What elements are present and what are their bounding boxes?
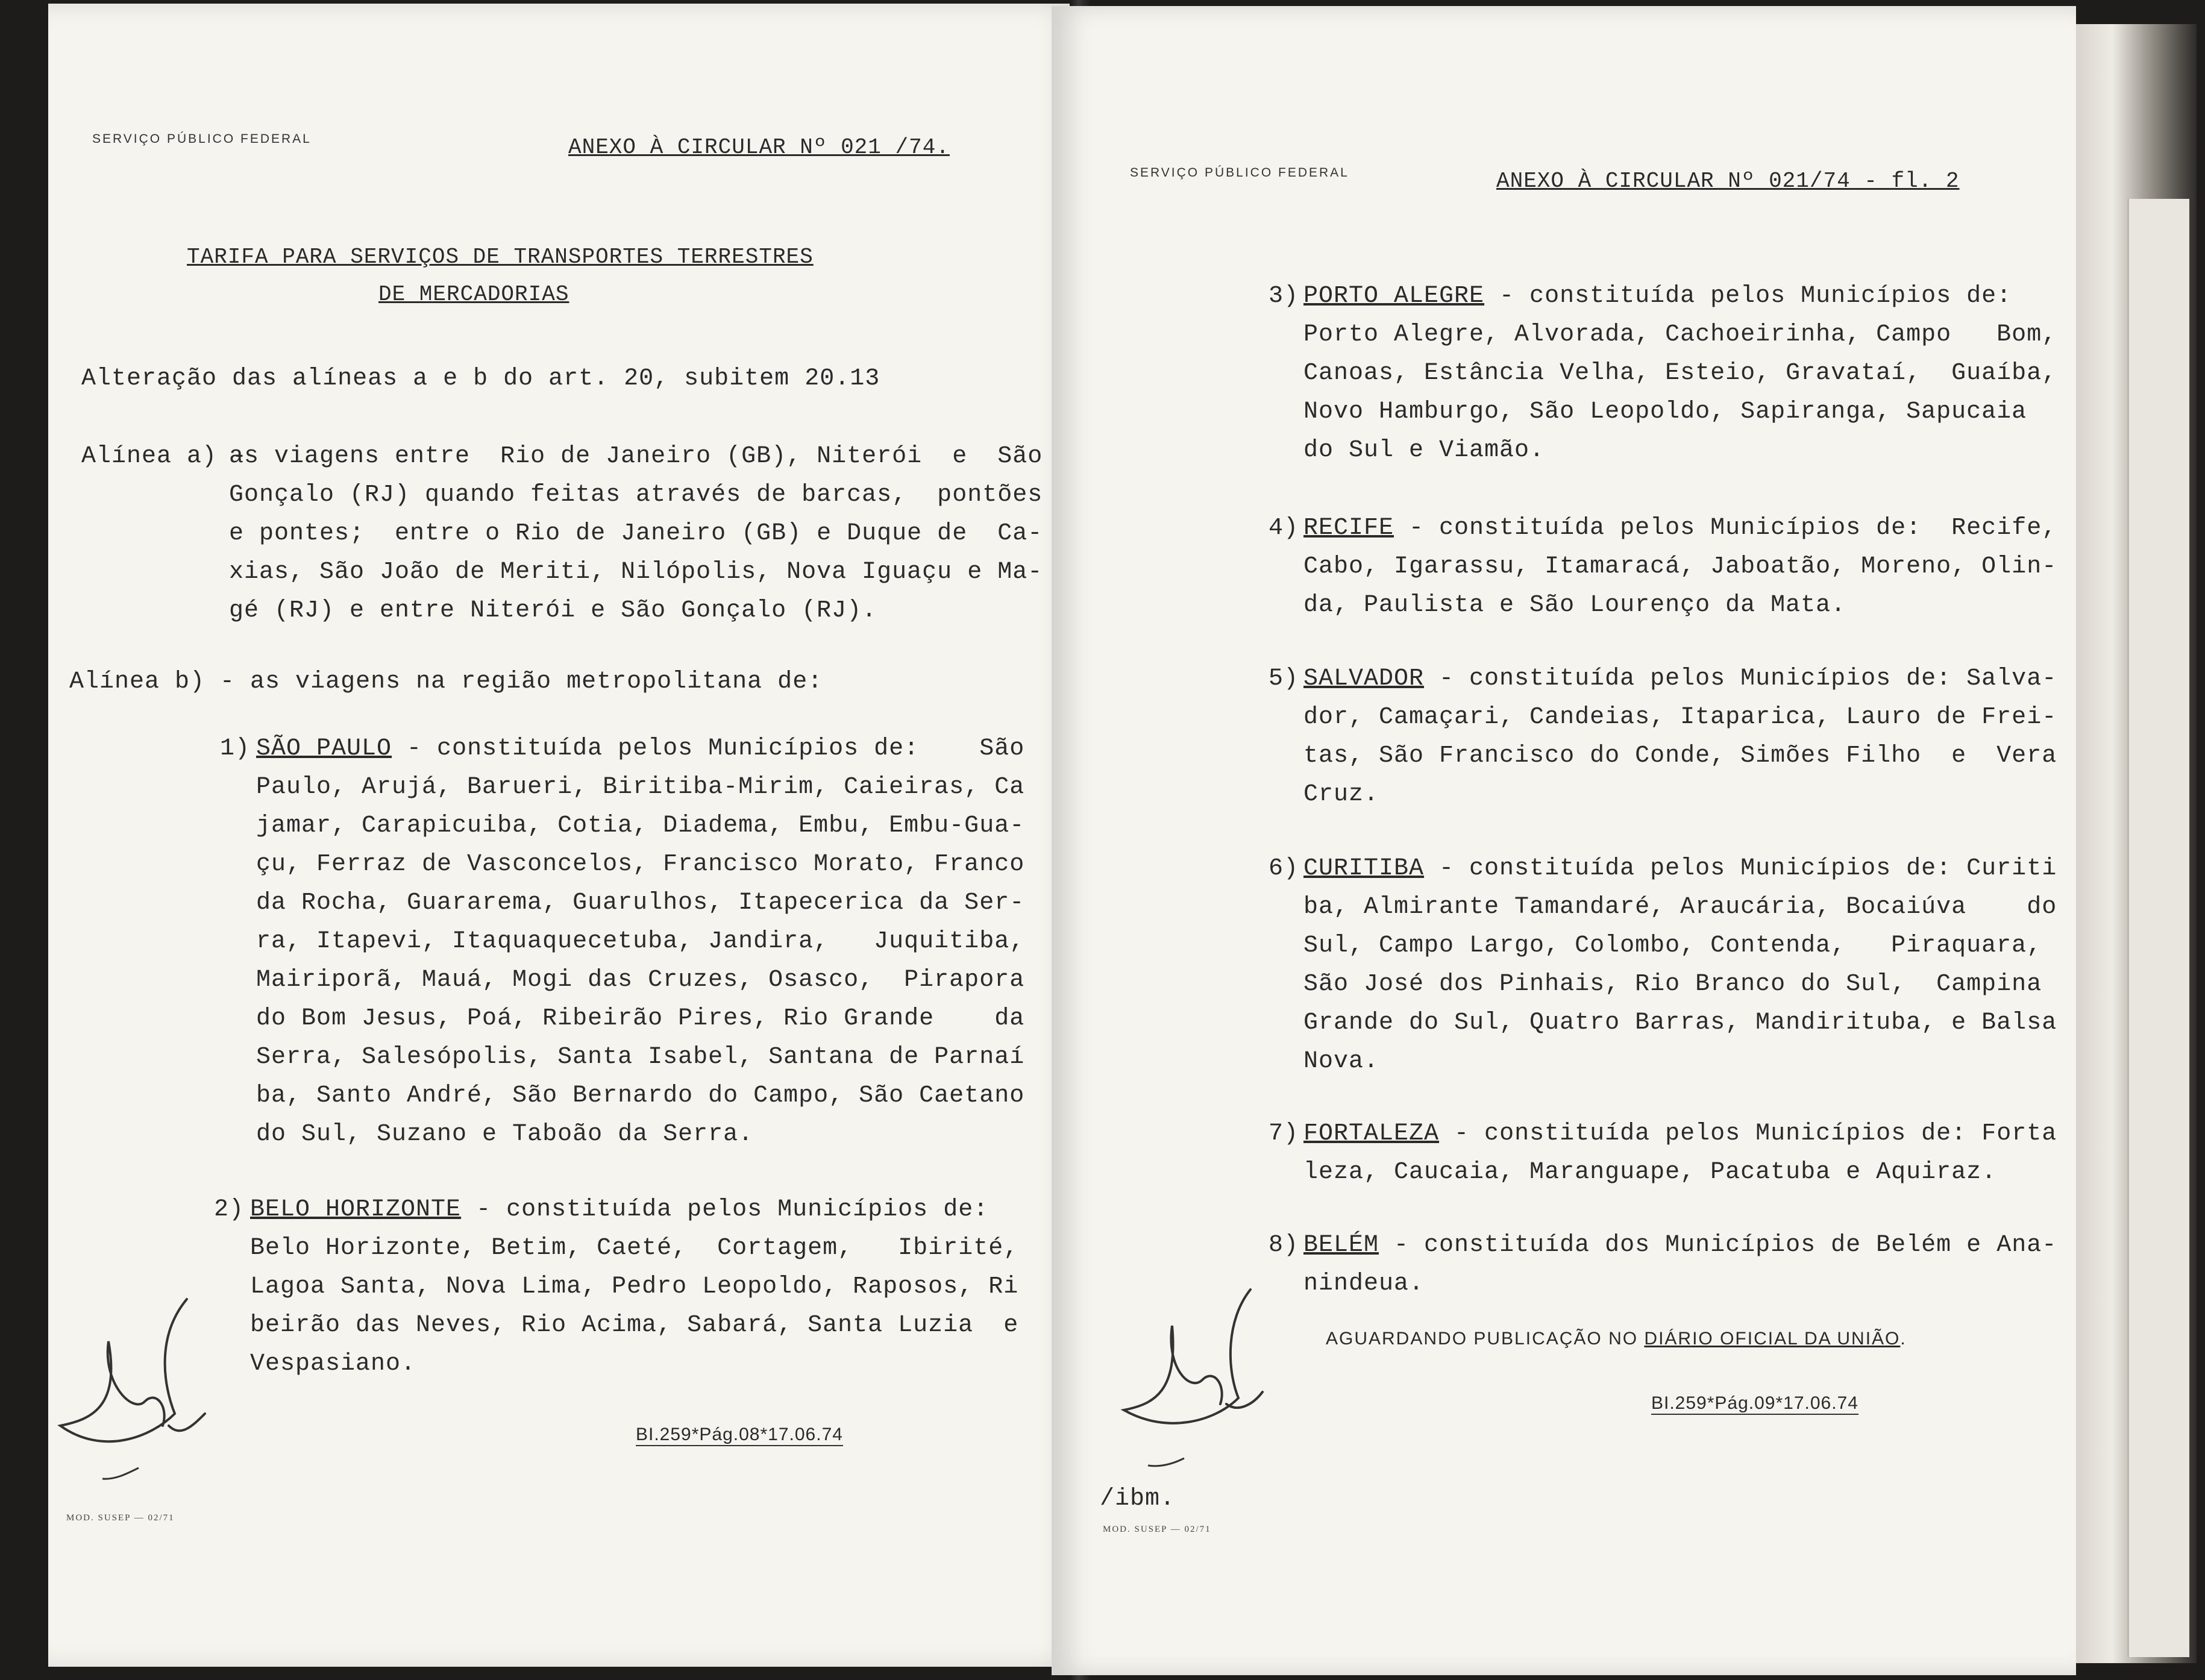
signature-left [48, 1287, 229, 1498]
item-text [1303, 660, 2057, 814]
signature-right [1088, 1277, 1281, 1476]
item-first-line-text: - constituída pelos Municípios de: [1484, 283, 2012, 310]
notice-underlined: DIÁRIO OFICIAL DA UNIÃO [1644, 1329, 1901, 1349]
item-line: Serra, Salesópolis, Santa Isabel, Santana de Parnaí [256, 1044, 1025, 1071]
item-line: dor, Camaçari, Candeias, Itaparica, Lauro de Frei- [1303, 704, 2057, 731]
item-line: Lagoa Santa, Nova Lima, Pedro Leopoldo, Raposos, Ri [250, 1273, 1019, 1300]
item-first-line-text: - constituída pelos Municípios de: Forta [1439, 1120, 2057, 1147]
item-line: ba, Almirante Tamandaré, Araucária, Bocaiúva do [1303, 894, 2057, 921]
right-header-reference: ANEXO À CIRCULAR Nº 021/74 - fl. 2 [1496, 169, 1960, 193]
city-name: CURITIBA [1303, 855, 1425, 882]
item-line: do Bom Jesus, Poá, Ribeirão Pires, Rio Grande da [256, 1005, 1025, 1032]
city-name: BELO HORIZONTE [250, 1196, 462, 1223]
right-document-page [1052, 6, 2076, 1675]
item-line: ra, Itapevi, Itaquaquecetuba, Jandira, Juquitiba, [256, 928, 1025, 955]
typist-initials: /ibm. [1100, 1485, 1176, 1512]
title-line-1: TARIFA PARA SERVIÇOS DE TRANSPORTES TERRESTRES [187, 245, 814, 269]
alinea-a-line: as viagens entre Rio de Janeiro (GB), Niterói e São [229, 443, 1043, 470]
item-line: çu, Ferraz de Vasconcelos, Francisco Morato, Franco [256, 851, 1025, 878]
item-line [1303, 660, 2057, 698]
item-text [1303, 850, 2057, 1081]
right-form-code: MOD. SUSEP — 02/71 [1103, 1525, 1211, 1534]
city-name: SALVADOR [1303, 665, 1425, 692]
item-label: 6) [1269, 855, 1299, 882]
item-text [1303, 509, 2057, 625]
item-text [1303, 1115, 2057, 1192]
item-line: Cruz. [1303, 781, 1379, 808]
item-text [1303, 277, 2057, 470]
city-name: SÃO PAULO [256, 735, 392, 762]
item-label: 3) [1269, 283, 1299, 310]
city-name: BELÉM [1303, 1232, 1379, 1259]
item-2-label: 2) [214, 1196, 245, 1223]
item-line [1303, 277, 2057, 316]
city-name: FORTALEZA [1303, 1120, 1440, 1147]
item-line [1303, 509, 2057, 548]
item-line: da, Paulista e São Lourenço da Mata. [1303, 592, 1846, 619]
alinea-a-line: e pontes; entre o Rio de Janeiro (GB) e Duque de Ca- [229, 520, 1043, 547]
alteracao-line: Alteração das alíneas a e b do art. 20, subitem 20.13 [81, 365, 880, 392]
left-header-org: SERVIÇO PÚBLICO FEDERAL [92, 132, 312, 146]
item-label: 5) [1269, 665, 1299, 692]
item-line: ba, Santo André, São Bernardo do Campo, São Caetano [256, 1082, 1025, 1109]
alinea-a-label: Alínea a) - [81, 443, 248, 470]
item-line: beirão das Neves, Rio Acima, Sabará, Santa Luzia e [250, 1312, 1019, 1339]
title-line-2: DE MERCADORIAS [378, 282, 569, 307]
item-line: Nova. [1303, 1048, 1379, 1075]
alinea-a-line: xias, São João de Meriti, Nilópolis, Nova Iguaçu e Ma- [229, 559, 1043, 586]
item-line [1303, 1226, 2057, 1265]
item-label: 4) [1269, 515, 1299, 542]
item-first-line-text: - constituída dos Municípios de Belém e Ana- [1379, 1232, 2057, 1259]
item-first-line-text: - constituída pelos Municípios de: Curiti [1424, 855, 2057, 882]
city-name: PORTO ALEGRE [1303, 283, 1485, 310]
item-first-line-text: - constituída pelos Municípios de: Salva- [1424, 665, 2057, 692]
item-line: Grande do Sul, Quatro Barras, Mandirituba, e Balsa [1303, 1009, 2057, 1036]
item-line: Novo Hamburgo, São Leopoldo, Sapiranga, Sapucaia [1303, 398, 2027, 425]
item-line: tas, São Francisco do Conde, Simões Filho e Vera [1303, 742, 2057, 769]
item-line: Cabo, Igarassu, Itamaracá, Jaboatão, Moreno, Olin- [1303, 553, 2057, 580]
item-line: nindeua. [1303, 1270, 1425, 1297]
item-first-line-text: - constituída pelos Municípios de: São [392, 735, 1025, 762]
item-line: da Rocha, Guararema, Guarulhos, Itapecerica da Ser- [256, 889, 1025, 917]
publication-notice [1326, 1329, 1907, 1349]
left-bulletin-reference: BI.259*Pág.08*17.06.74 [636, 1425, 843, 1446]
item-line: Porto Alegre, Alvorada, Cachoeirinha, Campo Bom, [1303, 321, 2057, 348]
item-line: jamar, Carapicuiba, Cotia, Diadema, Embu, Embu-Gua- [256, 812, 1025, 839]
item-line: Belo Horizonte, Betim, Caeté, Cortagem, Ibirité, [250, 1235, 1019, 1262]
city-name: RECIFE [1303, 515, 1394, 542]
page-edge-strip [2127, 199, 2189, 1657]
notice-text: AGUARDANDO PUBLICAÇÃO NO [1326, 1329, 1645, 1349]
item-line: do Sul e Viamão. [1303, 437, 1545, 464]
right-header-org: SERVIÇO PÚBLICO FEDERAL [1130, 166, 1349, 180]
item-line: Sul, Campo Largo, Colombo, Contenda, Piraquara, [1303, 932, 2042, 959]
item-label: 7) [1269, 1120, 1299, 1147]
item-line: São José dos Pinhais, Rio Branco do Sul, Campina [1303, 971, 2042, 998]
alinea-b-line: Alínea b) - as viagens na região metropolitana de: [69, 668, 823, 695]
left-document-page [48, 4, 1079, 1667]
item-line [256, 730, 1024, 768]
left-header-reference: ANEXO À CIRCULAR Nº 021 /74. [568, 135, 950, 160]
item-label: 8) [1269, 1232, 1299, 1259]
item-first-line-text: - constituída pelos Municípios de: Recife, [1394, 515, 2057, 542]
alinea-a-line: gé (RJ) e entre Niterói e São Gonçalo (RJ). [229, 597, 877, 624]
item-first-line-text: - constituída pelos Municípios de: [461, 1196, 989, 1223]
item-line: Mairiporã, Mauá, Mogi das Cruzes, Osasco, Pirapora [256, 967, 1025, 994]
alinea-a-text [229, 437, 1043, 630]
item-line: do Sul, Suzano e Taboão da Serra. [256, 1121, 754, 1148]
item-line [250, 1191, 1018, 1229]
item-line [1303, 1115, 2057, 1153]
item-1-label: 1) [220, 735, 251, 762]
item-line: Paulo, Arujá, Barueri, Biritiba-Mirim, Caieiras, Ca [256, 774, 1025, 801]
right-bulletin-reference: BI.259*Pág.09*17.06.74 [1651, 1393, 1858, 1415]
notice-period: . [1900, 1329, 1907, 1349]
item-line [1303, 850, 2057, 888]
item-text [1303, 1226, 2057, 1303]
item-line: Vespasiano. [250, 1350, 416, 1378]
item-2-text [250, 1191, 1018, 1384]
alinea-a-line: Gonçalo (RJ) quando feitas através de barcas, pontões [229, 481, 1043, 509]
left-form-code: MOD. SUSEP — 02/71 [66, 1513, 175, 1523]
item-1-text [256, 730, 1024, 1154]
item-line: leza, Caucaia, Maranguape, Pacatuba e Aquiraz. [1303, 1159, 1997, 1186]
item-line: Canoas, Estância Velha, Esteio, Gravataí, Guaíba, [1303, 360, 2057, 387]
